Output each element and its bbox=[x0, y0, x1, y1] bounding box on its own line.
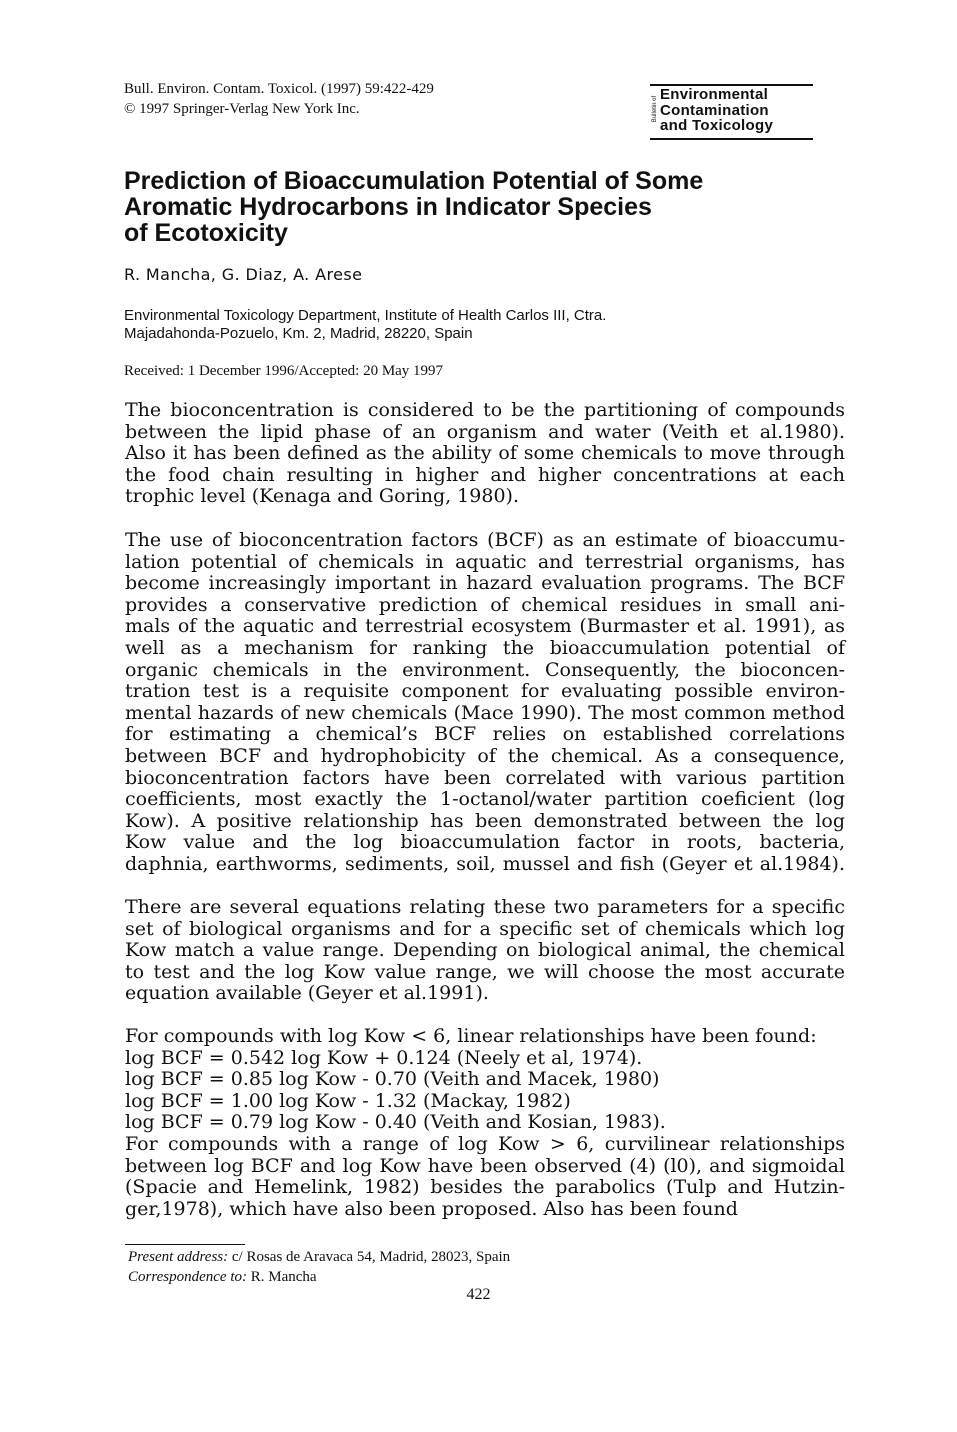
body-paragraph bbox=[125, 897, 845, 1005]
text-line: mals of the aquatic and terrestrial ecosystem (Burmaster et al. 1991), as bbox=[125, 615, 845, 638]
footnotes bbox=[128, 1247, 510, 1287]
text-line: organic chemicals in the environment. Consequently, the bioconcen- bbox=[125, 658, 845, 681]
text-line: For compounds with log Kow < 6, linear relationships have been found: bbox=[125, 1025, 817, 1047]
text-line: There are several equations relating these two parameters for a specific bbox=[125, 896, 845, 918]
journal-citation bbox=[124, 79, 434, 119]
text-line: the food chain resulting in higher and higher concentrations at each bbox=[125, 463, 845, 486]
equation-line: log BCF = 0.79 log Kow - 0.40 (Veith and Kosian, 1983). bbox=[125, 1111, 666, 1134]
text-line: Kow). A positive relationship has been demonstrated between the log bbox=[125, 809, 845, 832]
text-line: daphnia, earthworms, sediments, soil, mussel and fish (Geyer et al.1984). bbox=[125, 852, 845, 875]
footnote-divider bbox=[125, 1244, 245, 1245]
text-line: tration test is a requisite component for evaluating possible environ- bbox=[125, 680, 845, 703]
text-line: equation available (Geyer et al.1991). bbox=[125, 982, 489, 1005]
text-line: Kow value and the log bioaccumulation factor in roots, bacteria, bbox=[125, 831, 845, 854]
correspondence-note bbox=[128, 1267, 510, 1287]
text-line: coefficients, most exactly the 1-octanol/water partition coeficient (log bbox=[125, 788, 845, 811]
text-line: between the lipid phase of an organism and water (Veith et al.1980). bbox=[125, 420, 845, 443]
text-line: lation potential of chemicals in aquatic and terrestrial organisms, has bbox=[125, 550, 845, 573]
present-address-value: c/ Rosas de Aravaca 54, Madrid, 28023, Spain bbox=[231, 1249, 511, 1265]
text-line: provides a conservative prediction of chemical residues in small ani- bbox=[125, 593, 845, 616]
article-title bbox=[124, 168, 744, 246]
page-number: 422 bbox=[466, 1286, 491, 1303]
logo-side-label: Bulletin of bbox=[652, 95, 658, 123]
logo-wordmark bbox=[660, 87, 773, 134]
title-line: of Ecotoxicity bbox=[124, 219, 288, 247]
logo-line: Environmental bbox=[660, 86, 769, 103]
logo-line: and Toxicology bbox=[660, 117, 774, 134]
text-line: well as a mechanism for ranking the bioaccumulation potential of bbox=[125, 636, 845, 659]
author-list: R. Mancha, G. Diaz, A. Arese bbox=[124, 265, 363, 284]
present-address-note bbox=[128, 1247, 510, 1267]
text-line: for estimating a chemical’s BCF relies on established correlations bbox=[125, 723, 845, 746]
text-line: bioconcentration factors have been correlated with various partition bbox=[125, 766, 845, 789]
text-line: become increasingly important in hazard evaluation programs. The BCF bbox=[125, 572, 845, 595]
body-paragraph bbox=[125, 400, 845, 508]
correspondence-value: R. Mancha bbox=[250, 1269, 317, 1285]
text-line: trophic level (Kenaga and Goring, 1980). bbox=[125, 485, 519, 508]
affiliation-line: Environmental Toxicology Department, Institute of Health Carlos III, Ctra. bbox=[124, 307, 607, 324]
text-line: Kow match a value range. Depending on biological animal, the chemical bbox=[125, 939, 845, 962]
correspondence-label: Correspondence to: bbox=[128, 1269, 248, 1285]
text-line: The use of bioconcentration factors (BCF) as an estimate of bioaccumu- bbox=[125, 529, 845, 551]
received-dates: Received: 1 December 1996/Accepted: 20 May 1997 bbox=[124, 363, 444, 379]
equation-line: log BCF = 1.00 log Kow - 1.32 (Mackay, 1982) bbox=[125, 1089, 571, 1112]
text-line: (Spacie and Hemelink, 1982) besides the parabolics (Tulp and Hutzin- bbox=[125, 1176, 845, 1199]
title-line: Aromatic Hydrocarbons in Indicator Species bbox=[124, 193, 652, 221]
text-line: mental hazards of new chemicals (Mace 1990). The most common method bbox=[125, 701, 845, 724]
journal-logo bbox=[650, 84, 813, 140]
present-address-label: Present address: bbox=[128, 1249, 229, 1265]
text-line: between log BCF and log Kow have been observed (4) (l0), and sigmoidal bbox=[125, 1154, 845, 1177]
affiliation-line: Majadahonda-Pozuelo, Km. 2, Madrid, 28220, Spain bbox=[124, 325, 473, 342]
text-line: The bioconcentration is considered to be the partitioning of compounds bbox=[125, 399, 845, 421]
title-line: Prediction of Bioaccumulation Potential of Some bbox=[124, 167, 704, 195]
text-line: between BCF and hydrophobicity of the chemical. As a consequence, bbox=[125, 744, 845, 767]
logo-line: Contamination bbox=[660, 101, 769, 119]
text-line: ger,1978), which have also been proposed. Also has been found bbox=[125, 1197, 738, 1220]
citation-line: Bull. Environ. Contam. Toxicol. (1997) 59:422-429 bbox=[124, 81, 434, 97]
text-line: For compounds with a range of log Kow > 6, curvilinear relationships bbox=[125, 1132, 845, 1155]
affiliation bbox=[124, 307, 606, 343]
body-paragraph bbox=[125, 1026, 845, 1220]
copyright-line: © 1997 Springer-Verlag New York Inc. bbox=[124, 101, 360, 117]
text-line: set of biological organisms and for a specific set of chemicals which log bbox=[125, 917, 845, 940]
body-paragraph bbox=[125, 530, 845, 876]
equation-line: log BCF = 0.85 log Kow - 0.70 (Veith and Macek, 1980) bbox=[125, 1068, 660, 1091]
equation-line: log BCF = 0.542 log Kow + 0.124 (Neely et al, 1974). bbox=[125, 1046, 643, 1069]
text-line: to test and the log Kow value range, we will choose the most accurate bbox=[125, 960, 845, 983]
text-line: Also it has been defined as the ability of some chemicals to move through bbox=[125, 442, 845, 465]
